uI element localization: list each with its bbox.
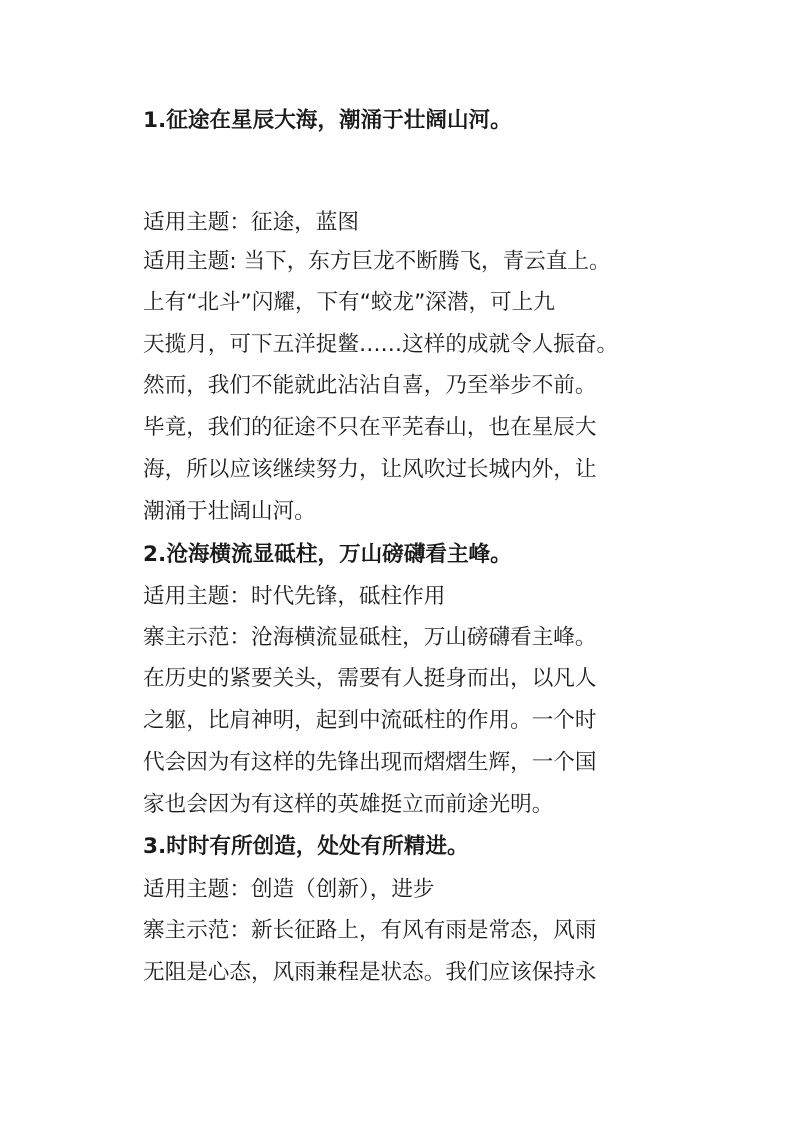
section-1-heading: 1.征途在星辰大海，潮涌于壮阔山河。	[143, 108, 512, 133]
section-1-body-line: 天揽月，可下五洋捉鳖……这样的成就令人振奋。	[143, 332, 619, 357]
section-2-body-line: 之躯，比肩神明，起到中流砥柱的作用。一个时	[143, 708, 597, 733]
section-2-heading: 2.沧海横流显砥柱，万山磅礴看主峰。	[143, 542, 512, 567]
section-1-body-line: 适用主题: 当下，东方巨龙不断腾飞，青云直上。	[143, 249, 611, 274]
section-1-body-line: 海，所以应该继续努力，让风吹过长城内外，让	[143, 457, 597, 482]
section-2-body-line: 寨主示范：沧海横流显砥柱，万山磅礴看主峰。	[143, 625, 597, 650]
section-1-body-line: 上有“北斗”闪耀，下有“蛟龙”深潜，可上九	[143, 290, 555, 315]
section-1-body-line: 潮涌于壮阔山河。	[143, 499, 316, 524]
section-3-heading: 3.时时有所创造，处处有所精进。	[143, 834, 469, 859]
section-2-theme: 适用主题：时代先锋，砥柱作用	[143, 584, 446, 609]
section-3-body-line: 无阻是心态，风雨兼程是状态。我们应该保持永	[143, 960, 597, 985]
section-1-body-line: 毕竟，我们的征途不只在平芜春山，也在星辰大	[143, 415, 597, 440]
section-1-body-line: 然而，我们不能就此沾沾自喜，乃至举步不前。	[143, 373, 597, 398]
section-3-body-line: 寨主示范：新长征路上，有风有雨是常态，风雨	[143, 918, 597, 943]
section-3-theme: 适用主题：创造（创新），进步	[143, 877, 435, 902]
section-2-body-line: 代会因为有这样的先锋出现而熠熠生辉，一个国	[143, 750, 597, 775]
section-2-body-line: 家也会因为有这样的英雄挺立而前途光明。	[143, 792, 554, 817]
section-2-body-line: 在历史的紧要关头，需要有人挺身而出，以凡人	[143, 666, 597, 691]
section-1-theme: 适用主题：征途，蓝图	[143, 210, 359, 235]
